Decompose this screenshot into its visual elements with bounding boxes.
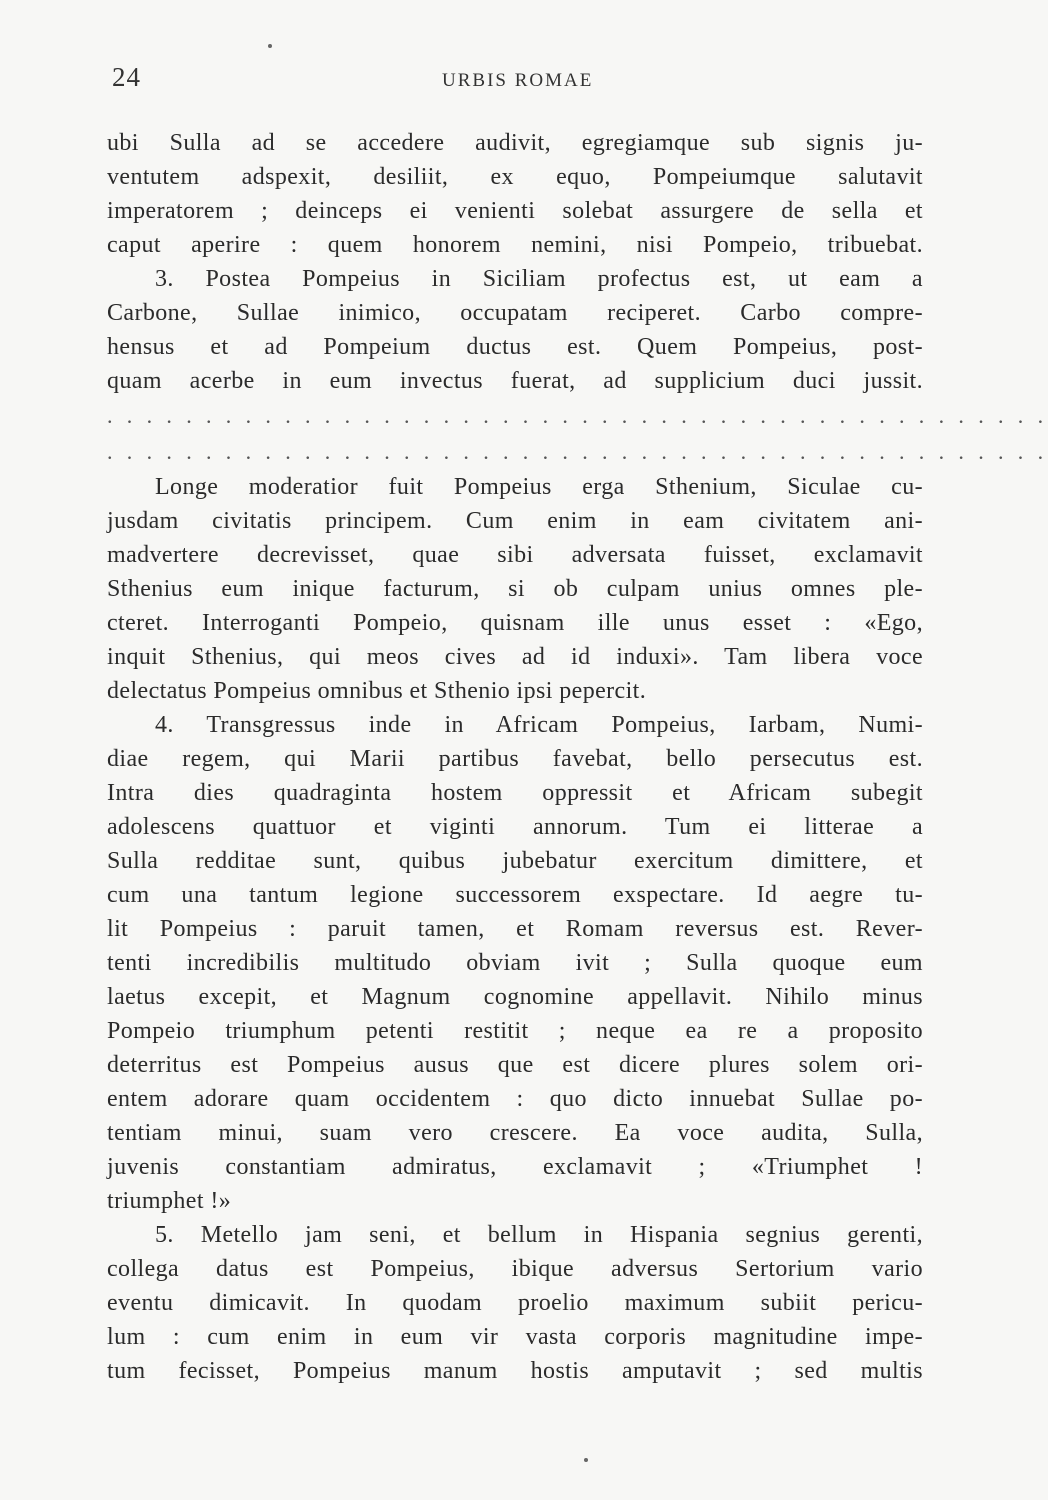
- text-line: Carbone, Sullae inimico, occupatam reciperet. Carbo compre-: [107, 300, 923, 326]
- text-line: adolescens quattuor et viginti annorum. Tum ei litterae a: [107, 814, 923, 840]
- text-line: juvenis constantiam admiratus, exclamavit ; «Triumphet !: [107, 1154, 923, 1180]
- text-line: tum fecisset, Pompeius manum hostis amputavit ; sed multis: [107, 1358, 923, 1384]
- text-line: 4. Transgressus inde in Africam Pompeius, Iarbam, Numi-: [155, 712, 923, 738]
- text-line: jusdam civitatis principem. Cum enim in eam civitatem ani-: [107, 508, 923, 534]
- text-line: 5. Metello jam seni, et bellum in Hispania segnius gerenti,: [155, 1222, 923, 1248]
- text-line: cteret. Interroganti Pompeio, quisnam ille unus esset : «Ego,: [107, 610, 923, 636]
- speck-mark: [268, 44, 272, 48]
- text-line: delectatus Pompeius omnibus et Sthenio ipsi pepercit.: [107, 678, 647, 704]
- text-line: Longe moderatior fuit Pompeius erga Sthenium, Siculae cu-: [155, 474, 923, 500]
- running-head: URBIS ROMAE: [442, 70, 594, 91]
- text-line: tentiam minui, suam vero crescere. Ea voce audita, Sulla,: [107, 1120, 923, 1146]
- text-line: imperatorem ; deinceps ei venienti solebat assurgere de sella et: [107, 198, 923, 224]
- text-line: inquit Sthenius, qui meos cives ad id induxi». Tam libera voce: [107, 644, 923, 670]
- text-line: Sulla redditae sunt, quibus jubebatur exercitum dimittere, et: [107, 848, 923, 874]
- body-text: [107, 126, 1048, 1388]
- text-line: entem adorare quam occidentem : quo dicto innuebat Sullae po-: [107, 1086, 923, 1112]
- text-line: 3. Postea Pompeius in Siciliam profectus est, ut eam a: [155, 266, 923, 292]
- text-line: lit Pompeius : paruit tamen, et Romam reversus est. Rever-: [107, 916, 923, 942]
- text-line: Pompeio triumphum petenti restitit ; neque ea re a proposito: [107, 1018, 923, 1044]
- text-line: deterritus est Pompeius ausus que est dicere plures solem ori-: [107, 1052, 923, 1078]
- text-line: Sthenius eum inique facturum, si ob culpam unius omnes ple-: [107, 576, 923, 602]
- text-line: Intra dies quadraginta hostem oppressit et Africam subegit: [107, 780, 923, 806]
- text-line: triumphet !»: [107, 1188, 232, 1214]
- ellipsis-row: . . . . . . . . . . . . . . . . . . . . . . . . . . . . . . . . . . . . . . . . . . . . . . . .: [107, 439, 1048, 464]
- page-number: 24: [112, 62, 141, 92]
- text-line: diae regem, qui Marii partibus favebat, bello persecutus est.: [107, 746, 923, 772]
- text-line: lum : cum enim in eum vir vasta corporis magnitudine impe-: [107, 1324, 923, 1350]
- ellipsis-row: . . . . . . . . . . . . . . . . . . . . . . . . . . . . . . . . . . . . . . . . . . . . . . . .: [107, 403, 1048, 428]
- text-line: madvertere decrevisset, quae sibi adversata fuisset, exclamavit: [107, 542, 923, 568]
- text-line: ubi Sulla ad se accedere audivit, egregiamque sub signis ju-: [107, 130, 923, 156]
- page-header: [112, 62, 922, 102]
- text-line: laetus excepit, et Magnum cognomine appellavit. Nihilo minus: [107, 984, 923, 1010]
- text-line: eventu dimicavit. In quodam proelio maximum subiit pericu-: [107, 1290, 923, 1316]
- text-line: cum una tantum legione successorem exspectare. Id aegre tu-: [107, 882, 923, 908]
- text-line: caput aperire : quem honorem nemini, nisi Pompeio, tribuebat.: [107, 232, 923, 258]
- speck-mark: [584, 1458, 588, 1462]
- text-line: quam acerbe in eum invectus fuerat, ad supplicium duci jussit.: [107, 368, 923, 394]
- text-line: tenti incredibilis multitudo obviam ivit ; Sulla quoque eum: [107, 950, 923, 976]
- text-line: hensus et ad Pompeium ductus est. Quem Pompeius, post-: [107, 334, 923, 360]
- text-line: ventutem adspexit, desiliit, ex equo, Pompeiumque salutavit: [107, 164, 923, 190]
- text-line: collega datus est Pompeius, ibique adversus Sertorium vario: [107, 1256, 923, 1282]
